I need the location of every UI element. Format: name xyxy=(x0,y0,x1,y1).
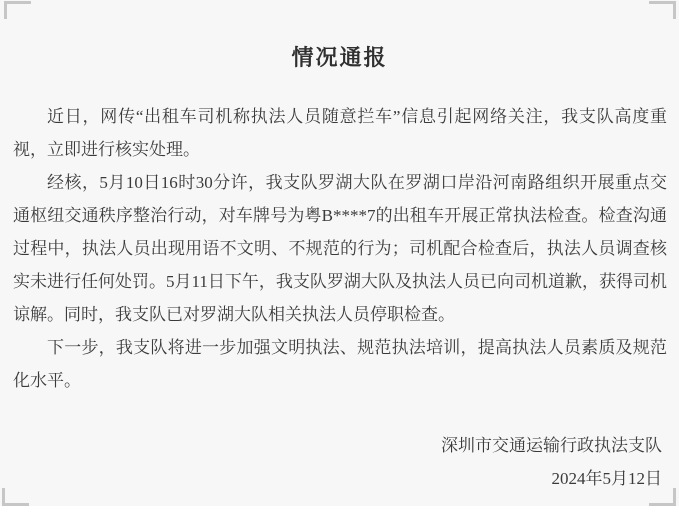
notice-body xyxy=(0,100,679,397)
corner-mark-bottom-left-icon xyxy=(2,488,29,506)
paragraph-next-steps: 下一步，我支队将进一步加强文明执法、规范执法培训，提高执法人员素质及规范化水平。 xyxy=(13,338,667,390)
corner-mark-top-right-icon xyxy=(649,1,676,19)
page-title: 情况通报 xyxy=(291,45,388,70)
paragraph-intro: 近日，网传“出租车司机称执法人员随意拦车”信息引起网络关注，我支队高度重视，立即进行核实处理。 xyxy=(13,107,667,159)
signature-organization: 深圳市交通运输行政执法支队 xyxy=(441,436,662,455)
corner-mark-bottom-right-icon xyxy=(649,488,676,506)
corner-mark-top-left-icon xyxy=(4,1,31,19)
paragraph-findings: 经核，5月10日16时30分许，我支队罗湖大队在罗湖口岸沿河南路组织开展重点交通枢纽交通秩序整治行动，对车牌号为粤B****7的出租车开展正常执法检查。检查沟通过程中，执法人员出现用语不文明、不规范的行为；司机配合检查后，执法人员调查核实未进行任何处罚。5月11日下午，我支队罗湖大队及执法人员已向司机道歉，获得司机谅解。同时，我支队已对罗湖大队相关执法人员停职检查。 xyxy=(13,173,667,324)
signature-block xyxy=(0,429,679,495)
signature-date: 2024年5月12日 xyxy=(551,469,662,488)
